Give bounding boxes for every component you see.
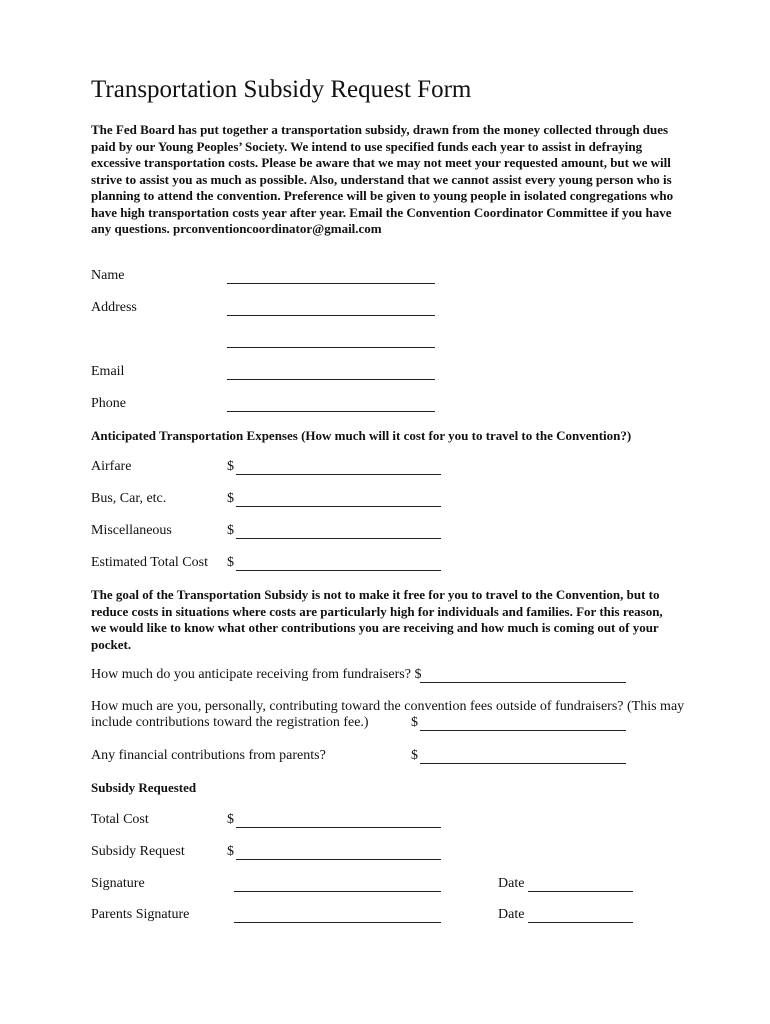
phone-label: Phone (91, 396, 126, 411)
parents-contribution-currency: $ (411, 748, 418, 763)
subsidy-request-currency: $ (227, 844, 234, 859)
intro-paragraph (91, 122, 691, 238)
phone-field[interactable] (227, 399, 435, 412)
bus-car-field[interactable] (236, 494, 441, 507)
address-label: Address (91, 300, 137, 315)
estimated-total-currency: $ (227, 555, 234, 570)
page-title: Transportation Subsidy Request Form (91, 76, 472, 103)
parents-signature-date-label: Date (498, 907, 525, 922)
intro-text: The Fed Board has put together a transportation subsidy, drawn from the money collected through dues paid by our Young Peoples’ Society. We intend to use specified funds each year to assist in defraying excessive transportation costs. Please be aware that we may not meet your requested amount, but we will strive to assist you as much as possible. Also, understand that we cannot assist every young person who is planning to attend the convention. Preference will be given to young people in isolated congregations who have high transportation costs year after year. Email the Convention Coordinator Committee if you have any questions. (91, 122, 674, 236)
estimated-total-label: Estimated Total Cost (91, 555, 208, 570)
subsidy-request-label: Subsidy Request (91, 844, 185, 859)
personal-contribution-field[interactable] (420, 718, 626, 731)
total-cost-field[interactable] (236, 815, 441, 828)
misc-label: Miscellaneous (91, 523, 172, 538)
misc-currency: $ (227, 523, 234, 538)
goal-paragraph: The goal of the Transportation Subsidy is not to make it free for you to travel to the Convention, but to reduce costs in situations where costs are particularly high for individuals and families. For this reason, we would like to know what other contributions you are receiving and how much is coming out of your pocket. (91, 587, 663, 652)
email-field[interactable] (227, 367, 435, 380)
signature-field[interactable] (234, 879, 441, 892)
fundraisers-field[interactable] (420, 670, 626, 683)
signature-label: Signature (91, 876, 145, 891)
signature-date-label: Date (498, 876, 525, 891)
parents-signature-date-field[interactable] (528, 910, 633, 923)
address-field-line1[interactable] (227, 303, 435, 316)
total-cost-label: Total Cost (91, 812, 149, 827)
personal-contribution-currency: $ (411, 715, 418, 730)
personal-contribution-question-line2: include contributions toward the registration fee.) (91, 715, 369, 730)
address-field-line2[interactable] (227, 335, 435, 348)
fundraisers-question: How much do you anticipate receiving from fundraisers? $ (91, 667, 422, 682)
contact-email: prconventioncoordinator@gmail.com (173, 221, 382, 236)
parents-contribution-question: Any financial contributions from parents? (91, 748, 326, 763)
parents-signature-label: Parents Signature (91, 907, 190, 922)
bus-car-label: Bus, Car, etc. (91, 491, 167, 506)
total-cost-currency: $ (227, 812, 234, 827)
subsidy-request-field[interactable] (236, 847, 441, 860)
estimated-total-field[interactable] (236, 558, 441, 571)
name-label: Name (91, 268, 125, 283)
bus-car-currency: $ (227, 491, 234, 506)
airfare-currency: $ (227, 459, 234, 474)
airfare-label: Airfare (91, 459, 132, 474)
parents-contribution-field[interactable] (420, 751, 626, 764)
signature-date-field[interactable] (528, 879, 633, 892)
expenses-heading: Anticipated Transportation Expenses (How much will it cost for you to travel to the Convention?) (91, 428, 632, 443)
airfare-field[interactable] (236, 462, 441, 475)
misc-field[interactable] (236, 526, 441, 539)
email-label: Email (91, 364, 125, 379)
name-field[interactable] (227, 271, 435, 284)
subsidy-heading: Subsidy Requested (91, 780, 197, 795)
personal-contribution-question-line1: How much are you, personally, contributing toward the convention fees outside of fundraisers? (This may (91, 699, 685, 714)
parents-signature-field[interactable] (234, 910, 441, 923)
